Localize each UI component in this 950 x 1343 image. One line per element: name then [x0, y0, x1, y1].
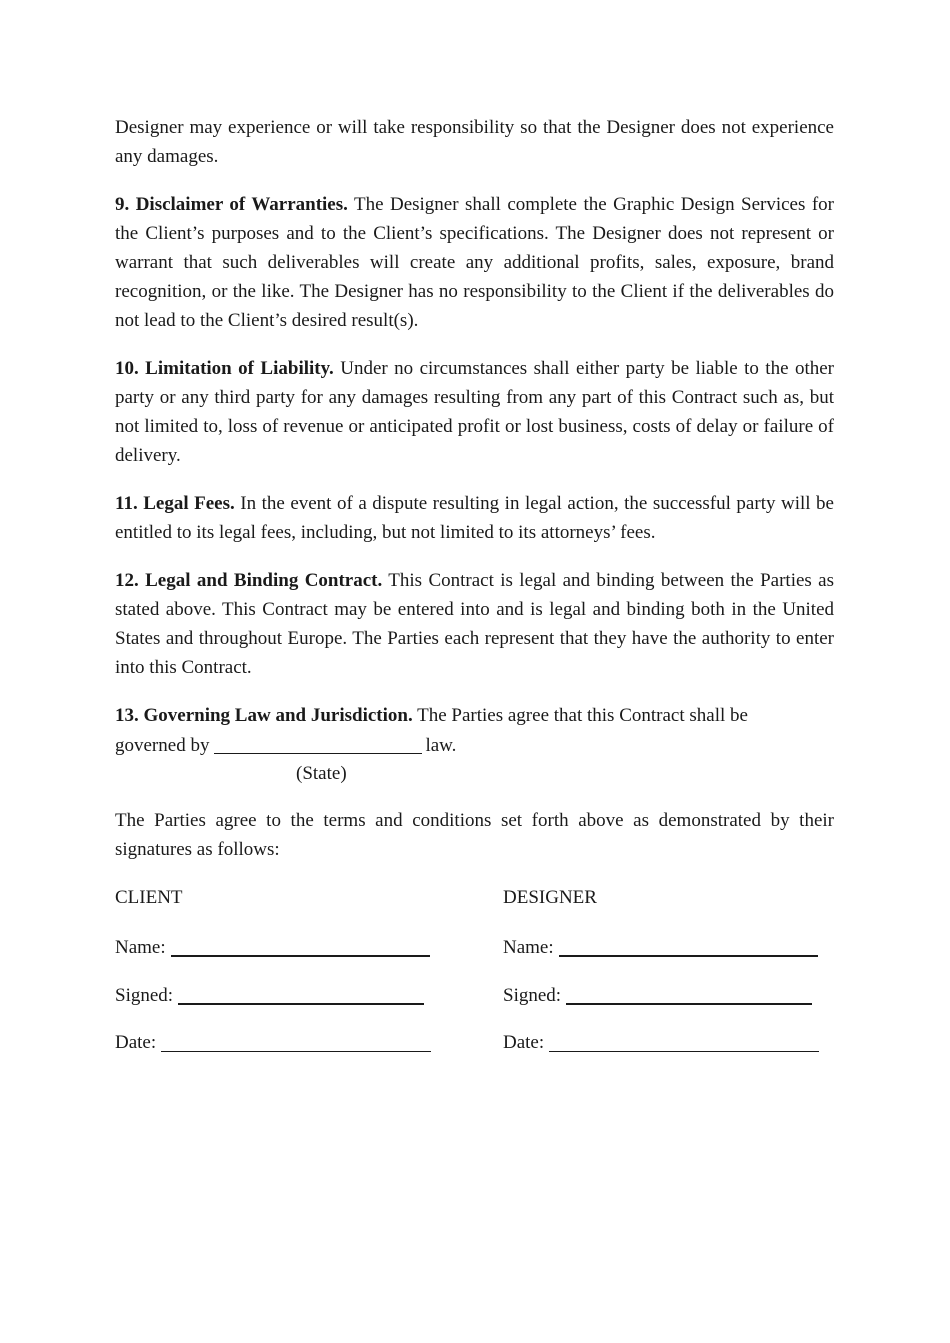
client-date-label: Date:	[115, 1032, 157, 1053]
document-page	[115, 113, 834, 1053]
client-signed-row	[115, 979, 445, 1008]
section-body: The Designer shall complete the Graphic Design Services for the Client’s purposes and to the Client’s specifications. The Designer does not represent or warrant that such deliverables will create any additional profits, sales, exposure, brand recognition, or the like. The Designer has no responsibility to the Client if the deliverables do not lead to the Client’s desired result(s).	[115, 194, 834, 331]
designer-name-field[interactable]	[559, 935, 818, 957]
section-heading: 10. Limitation of Liability.	[115, 358, 334, 379]
section-10-limitation-of-liability	[115, 354, 834, 470]
designer-heading: DESIGNER	[503, 887, 597, 908]
section-heading: 12. Legal and Binding Contract.	[115, 570, 383, 591]
designer-name-label: Name:	[503, 937, 554, 958]
designer-name-row	[503, 931, 833, 960]
section-body: In the event of a dispute resulting in legal action, the successful party will be entitled to its legal fees, including, but not limited to its attorneys’ fees.	[115, 493, 834, 543]
governing-law-line	[115, 730, 834, 760]
state-caption: (State)	[296, 763, 347, 784]
state-blank-field[interactable]	[214, 733, 422, 754]
client-heading: CLIENT	[115, 887, 183, 908]
designer-date-row	[503, 1027, 833, 1056]
section-body: The Parties agree that this Contract shall be	[412, 705, 748, 726]
designer-signature-field[interactable]	[566, 983, 812, 1005]
client-signed-label: Signed:	[115, 985, 174, 1006]
client-date-row	[115, 1027, 445, 1056]
agreement-paragraph: The Parties agree to the terms and conditions set forth above as demonstrated by their signatures as follows:	[115, 810, 834, 860]
governed-by-suffix: law.	[425, 735, 457, 756]
section-heading: 11. Legal Fees.	[115, 493, 235, 514]
signature-block	[115, 883, 834, 1053]
designer-signature-column	[503, 883, 833, 1075]
client-signature-column	[115, 883, 445, 1075]
section-9-disclaimer-of-warranties	[115, 190, 834, 335]
client-signature-field[interactable]	[178, 983, 424, 1005]
client-name-label: Name:	[115, 937, 166, 958]
designer-signed-label: Signed:	[503, 985, 562, 1006]
designer-signed-row	[503, 979, 833, 1008]
section-heading: 13. Governing Law and Jurisdiction.	[115, 705, 413, 726]
section-heading: 9. Disclaimer of Warranties.	[115, 194, 348, 215]
section-13-governing-law	[115, 701, 834, 730]
section-body: This Contract is legal and binding between the Parties as stated above. This Contract may be entered into and is legal and binding both in the United States and throughout Europe. The Parties each represent that they have the authority to enter into this Contract.	[115, 570, 835, 678]
client-name-row	[115, 931, 445, 960]
designer-date-field[interactable]	[549, 1031, 819, 1052]
section-12-legal-and-binding-contract	[115, 566, 834, 682]
governed-by-prefix: governed by	[115, 735, 210, 756]
client-name-field[interactable]	[171, 935, 430, 957]
client-date-field[interactable]	[161, 1031, 431, 1052]
continuation-paragraph: Designer may experience or will take responsibility so that the Designer does not experience any damages.	[115, 117, 834, 167]
section-body: Under no circumstances shall either party be liable to the other party or any third party for any damages resulting from any part of this Contract such as, but not limited to, loss of revenue or anticipated profit or lost business, costs of delay or failure of delivery.	[115, 358, 834, 466]
designer-date-label: Date:	[503, 1032, 545, 1053]
section-11-legal-fees	[115, 489, 834, 547]
